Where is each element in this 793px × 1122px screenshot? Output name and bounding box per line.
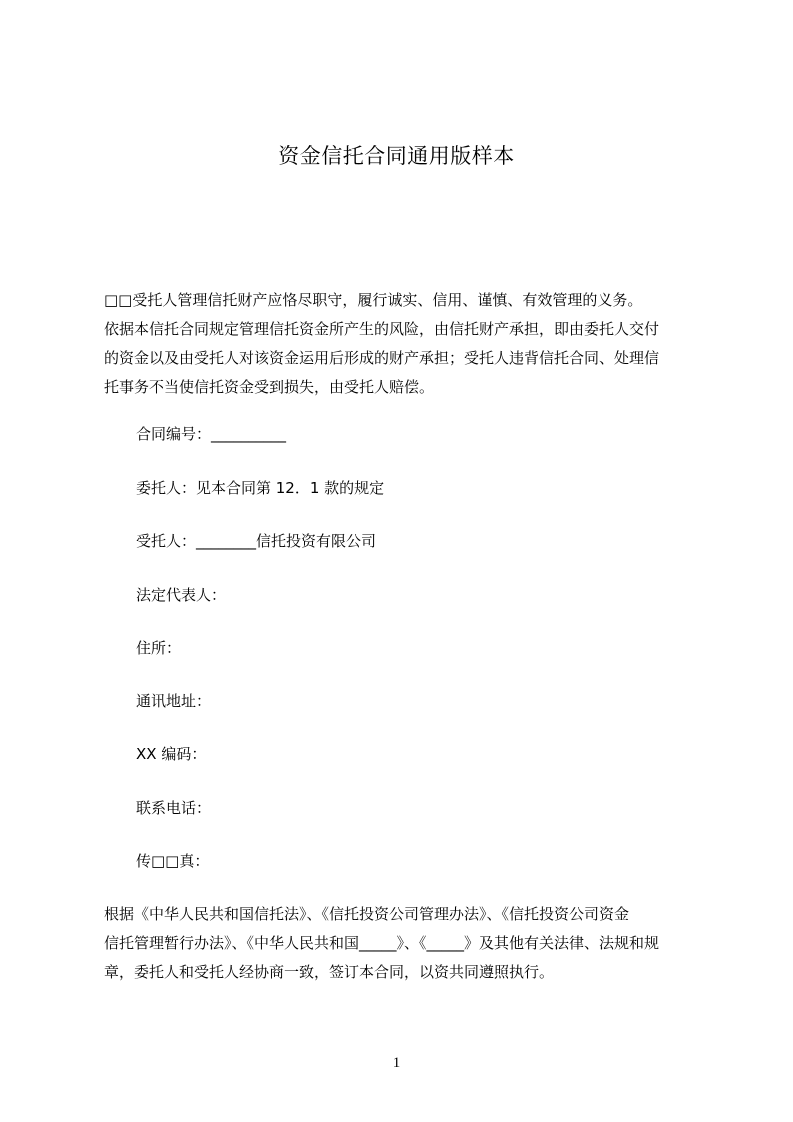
intro-line-3: 的资金以及由受托人对该资金运用后形成的财产承担；受托人违背信托合同、处理信 [104, 349, 660, 367]
contract-number-field: 合同编号：__________ [136, 425, 287, 443]
fax-field: 传□□真： [136, 852, 210, 870]
legal-representative-field: 法定代表人： [136, 586, 227, 604]
trustee-field: 受托人：________信托投资有限公司 [136, 532, 377, 550]
document-title: 资金信托合同通用版样本 [278, 144, 515, 168]
basis-line-2: 信托管理暂行办法》、《中华人民共和国_____》、《_____》及其他有关法律、法规和规 [104, 934, 660, 952]
mailing-address-field: 通讯地址： [136, 692, 212, 710]
phone-field: 联系电话： [136, 799, 212, 817]
basis-paragraph [104, 900, 716, 987]
intro-paragraph [104, 286, 716, 402]
address-field: 住所： [136, 639, 182, 657]
page-number: 1 [392, 1055, 401, 1071]
postcode-field: XX 编码： [136, 745, 207, 763]
trustor-field: 委托人：见本合同第 12．1 款的规定 [136, 479, 385, 497]
basis-line-1: 根据《中华人民共和国信托法》、《信托投资公司管理办法》、《信托投资公司资金 [104, 905, 630, 923]
basis-line-3: 章，委托人和受托人经协商一致，签订本合同，以资共同遵照执行。 [104, 963, 555, 981]
intro-line-1: □□受托人管理信托财产应恪尽职守，履行诚实、信用、谨慎、有效管理的义务。 [104, 291, 643, 309]
intro-line-2: 依据本信托合同规定管理信托资金所产生的风险，由信托财产承担，即由委托人交付 [104, 320, 660, 338]
intro-line-4: 托事务不当使信托资金受到损失，由受托人赔偿。 [104, 378, 435, 396]
